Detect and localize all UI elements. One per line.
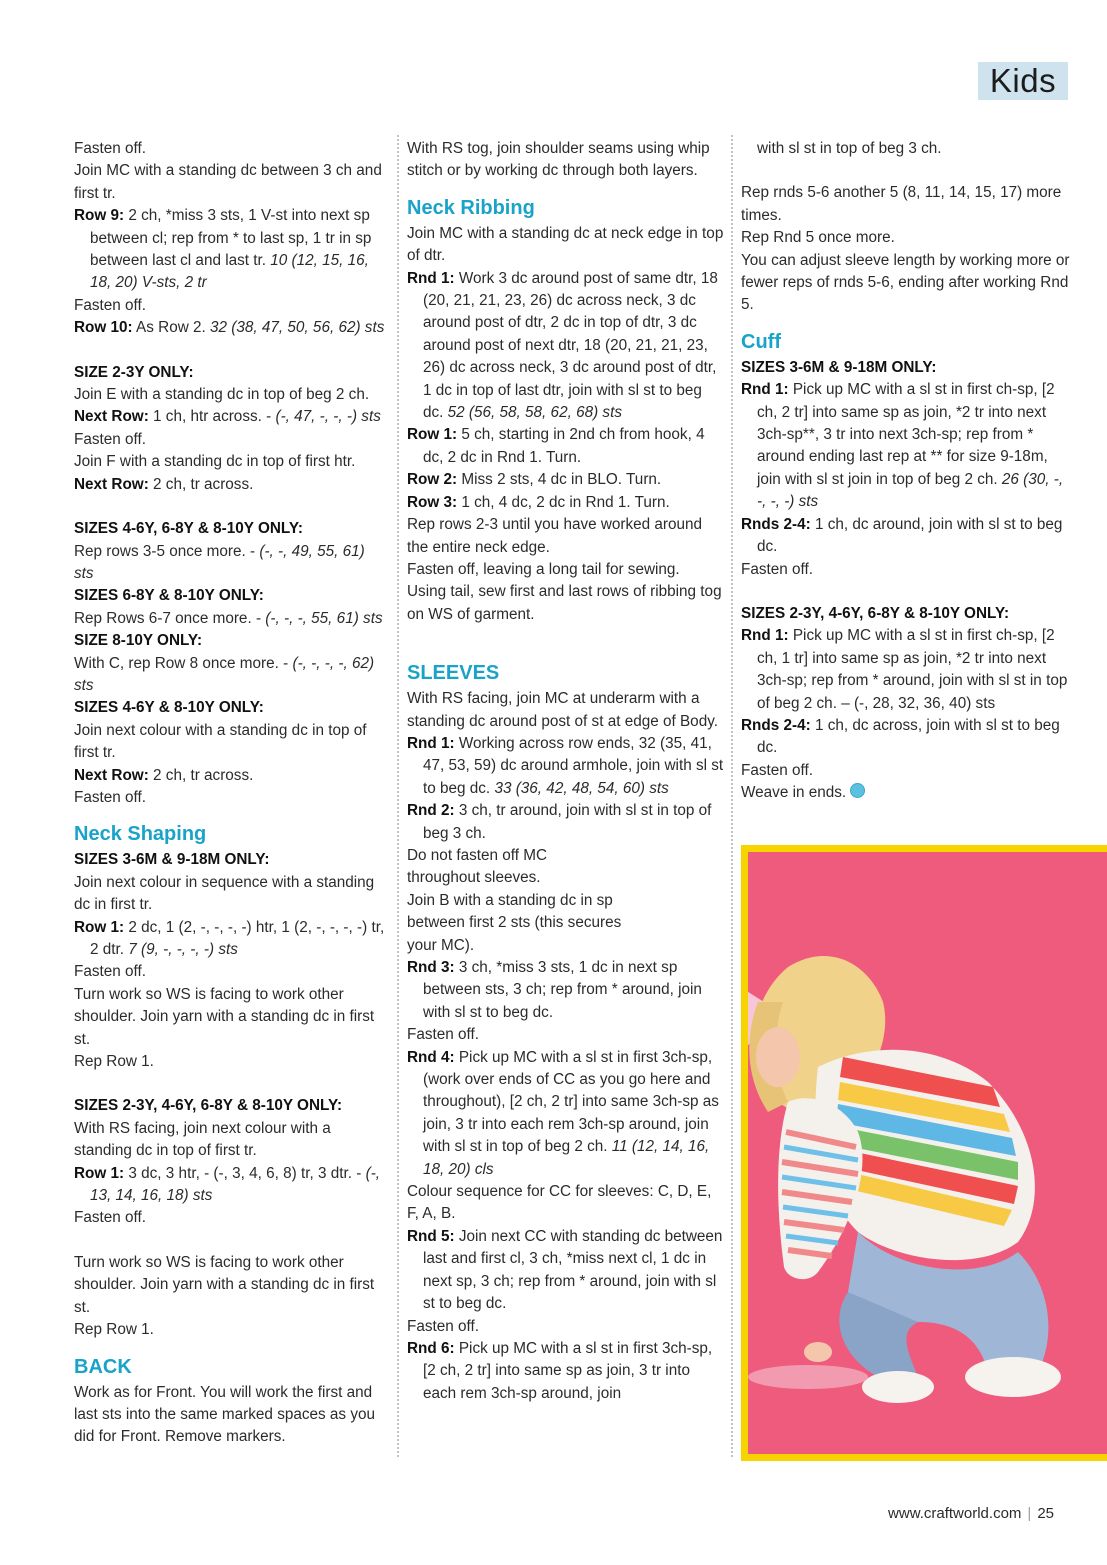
instruction-row-1: Row 1: 5 ch, starting in 2nd ch from hook, 4 dc, 2 dc in Rnd 1. Turn.	[407, 426, 705, 466]
text-line: With C, rep Row 8 once more. - (-, -, -, -, 62) sts	[74, 654, 375, 694]
column-3	[741, 138, 1071, 805]
size-heading: SIZES 3-6M & 9-18M ONLY:	[741, 358, 937, 376]
column-divider	[397, 135, 399, 1457]
text-line: Do not fasten off MC	[407, 846, 548, 864]
section-tag: Kids	[978, 62, 1068, 100]
text-line: Fasten off.	[74, 296, 146, 314]
text-line: Rep rows 2-3 until you have worked around the entire neck edge.	[407, 516, 703, 556]
text-line: throughout sleeves.	[407, 869, 541, 887]
column-divider	[731, 135, 733, 1457]
instruction-rnd-2: Rnd 2: 3 ch, tr around, join with sl st in top of beg 3 ch.	[407, 802, 712, 842]
size-heading: SIZES 3-6M & 9-18M ONLY:	[74, 851, 270, 869]
size-heading: SIZES 6-8Y & 8-10Y ONLY:	[74, 587, 264, 605]
website-url: www.craftworld.com	[888, 1505, 1022, 1522]
text-line: Weave in ends.	[741, 782, 1071, 804]
instruction-rnd-6: Rnd 6: Pick up MC with a sl st in first 3ch-sp, [2 ch, 2 tr] into same sp as join, 3 tr into each rem 3ch-sp around, join	[407, 1339, 713, 1402]
text-line: Rep Rows 6-7 once more. - (-, -, -, 55, 61) sts	[74, 609, 383, 627]
column-1	[74, 138, 386, 1449]
size-heading: SIZES 4-6Y & 8-10Y ONLY:	[74, 699, 264, 717]
yarn-ball-icon	[850, 783, 865, 798]
instruction-rnd-1: Rnd 1: Working across row ends, 32 (35, 41, 47, 53, 59) dc around armhole, join with sl st to beg dc. 33 (36, 42, 48, 54, 60) sts	[407, 734, 724, 797]
section-heading-back: BACK	[74, 1355, 132, 1378]
text-line: Join B with a standing dc in sp	[407, 891, 613, 909]
page-footer	[888, 1503, 1054, 1525]
text-line: Fasten off.	[74, 430, 146, 448]
section-heading-sleeves: SLEEVES	[407, 662, 500, 685]
section-heading-neck-shaping: Neck Shaping	[74, 823, 207, 846]
text-line: Join next colour with a standing dc in top of first tr.	[74, 721, 367, 762]
text-line: Rep Rnd 5 once more.	[741, 229, 895, 247]
size-heading: SIZES 4-6Y, 6-8Y & 8-10Y ONLY:	[74, 520, 303, 538]
instruction-row-10: Row 10: As Row 2. 32 (38, 47, 50, 56, 62) sts	[74, 319, 385, 337]
section-heading-neck-ribbing: Neck Ribbing	[407, 196, 535, 219]
text-line: Fasten off, leaving a long tail for sewing.	[407, 560, 680, 578]
text-line: Join F with a standing dc in top of first htr.	[74, 453, 356, 471]
text-line: Fasten off.	[407, 1317, 479, 1335]
text-line: With RS tog, join shoulder seams using whip stitch or by working dc through both layers.	[407, 140, 710, 180]
text-line: Join MC with a standing dc at neck edge in top of dtr.	[407, 224, 724, 265]
text-line: Fasten off.	[74, 963, 146, 981]
instruction-rnd-1: Rnd 1: Pick up MC with a sl st in first ch-sp, [2 ch, 2 tr] into same sp as join, *2 tr into next 3ch-sp**, 3 tr into next 3ch-sp; rep from * around ending last rep at ** for size 9-18m, join with sl st join in top of beg 2 ch. 26 (30, -, -, -, -) sts	[741, 381, 1064, 511]
text-line: Using tail, sew first and last rows of ribbing tog on WS of garment.	[407, 583, 722, 623]
instruction-rnds-2-4: Rnds 2-4: 1 ch, dc around, join with sl st to beg dc.	[741, 515, 1063, 556]
text-line: With RS facing, join MC at underarm with a standing dc around post of st at edge of Body.	[407, 690, 718, 730]
text-line: with sl st in top of beg 3 ch.	[757, 140, 942, 157]
size-heading: SIZE 8-10Y ONLY:	[74, 632, 203, 650]
child-illustration	[748, 852, 1107, 1454]
instruction-rnd-1: Rnd 1: Work 3 dc around post of same dtr, 18 (20, 21, 21, 23, 26) dc across neck, 3 dc around post of dtr, 2 dc in top of dtr, 3 dc around post of next dtr, 18 (20, 21, 21, 23, 26) dc across neck, 3 dc around post of dtr, 1 dc in top of last dtr, join with sl st to beg dc. 52 (56, 58, 58, 62, 68) sts	[407, 269, 718, 422]
instruction-rnd-3: Rnd 3: 3 ch, *miss 3 sts, 1 dc in next sp between sts, 3 ch; rep from * around, join with sl st to beg dc.	[407, 959, 702, 1021]
section-heading-cuff: Cuff	[741, 330, 781, 353]
instruction-next-row: Next Row: 1 ch, htr across. - (-, 47, -, -, -) sts	[74, 408, 381, 426]
footer-separator: |	[1027, 1505, 1032, 1522]
text-line: Fasten off.	[74, 140, 146, 157]
text-line: Rep rows 3-5 once more. - (-, -, 49, 55, 61) sts	[74, 542, 365, 582]
instruction-rnd-1: Rnd 1: Pick up MC with a sl st in first ch-sp, [2 ch, 1 tr] into same sp as join, *2 tr into next 3ch-sp; rep from * around, join with sl st in top of beg 2 ch. – (-, 28, 32, 36, 40) sts	[741, 627, 1068, 712]
size-heading: SIZES 2-3Y, 4-6Y, 6-8Y & 8-10Y ONLY:	[74, 1097, 343, 1115]
instruction-rnd-5: Rnd 5: Join next CC with standing dc between last and first cl, 3 ch, *miss next cl, 1 dc in next sp, 3 ch; rep from * around, join with sl st to beg dc.	[407, 1227, 723, 1313]
text-line: Rep rnds 5-6 another 5 (8, 11, 14, 15, 17) more times.	[741, 184, 1062, 224]
instruction-row-2: Row 2: Miss 2 sts, 4 dc in BLO. Turn.	[407, 471, 662, 489]
text-line: Turn work so WS is facing to work other shoulder. Join yarn with a standing dc in first st.	[74, 985, 375, 1048]
size-heading: SIZES 2-3Y, 4-6Y, 6-8Y & 8-10Y ONLY:	[741, 604, 1010, 622]
text-line: With RS facing, join next colour with a standing dc in top of first tr.	[74, 1119, 331, 1160]
text-line: Work as for Front. You will work the first and last sts into the same marked spaces as you did for Front. Remove markers.	[74, 1383, 375, 1446]
text-line: You can adjust sleeve length by working more or fewer reps of rnds 5-6, ending after working Rnd 5.	[741, 251, 1070, 314]
size-heading: SIZE 2-3Y ONLY:	[74, 363, 194, 381]
text-line: between first 2 sts (this secures	[407, 914, 622, 932]
column-2	[407, 138, 725, 1405]
text-line: Colour sequence for CC for sleeves: C, D, E, F, A, B.	[407, 1183, 712, 1223]
text-line: Fasten off.	[74, 1209, 146, 1227]
text-line: Join MC with a standing dc between 3 ch and first tr.	[74, 162, 382, 202]
instruction-row-3: Row 3: 1 ch, 4 dc, 2 dc in Rnd 1. Turn.	[407, 493, 670, 511]
text-line: Join next colour in sequence with a standing dc in first tr.	[74, 873, 375, 914]
text-line: Join E with a standing dc in top of beg 2 ch.	[74, 386, 370, 404]
text-line: Fasten off.	[741, 560, 813, 578]
text-line: your MC).	[407, 936, 475, 954]
text-line: Rep Row 1.	[74, 1321, 154, 1339]
text-line: Turn work so WS is facing to work other shoulder. Join yarn with a standing dc in first st.	[74, 1253, 375, 1316]
page-number: 25	[1037, 1505, 1054, 1522]
text-line: Fasten off.	[74, 788, 146, 806]
instruction-row-1: Row 1: 3 dc, 3 htr, - (-, 3, 4, 6, 8) tr, 3 dtr. - (-, 13, 14, 16, 18) sts	[74, 1164, 381, 1205]
instruction-row-1: Row 1: 2 dc, 1 (2, -, -, -, -) htr, 1 (2, -, -, -, -) tr, 2 dtr. 7 (9, -, -, -, -) sts	[74, 918, 385, 958]
text-line: Fasten off.	[741, 761, 813, 779]
instruction-row-9: Row 9: 2 ch, *miss 3 sts, 1 V-st into next sp between cl; rep from * to last sp, 1 tr in sp between last cl and last tr. 10 (12, 15, 16, 18, 20) V-sts, 2 tr	[74, 207, 372, 292]
instruction-rnd-4: Rnd 4: Pick up MC with a sl st in first 3ch-sp, (work over ends of CC as you go here and throughout), [2 ch, 2 tr] into same 3ch-sp as join, 3 tr into each rem 3ch-sp around, join with sl st in top of beg 2 ch. 11 (12, 14, 16, 18, 20) cls	[407, 1048, 719, 1178]
instruction-rnds-2-4: Rnds 2-4: 1 ch, dc across, join with sl st to beg dc.	[741, 716, 1060, 757]
child-photo	[741, 845, 1107, 1461]
instruction-next-row: Next Row: 2 ch, tr across.	[74, 766, 254, 784]
instruction-next-row: Next Row: 2 ch, tr across.	[74, 475, 254, 493]
text-line: Fasten off.	[407, 1026, 479, 1044]
text-line: Rep Row 1.	[74, 1053, 154, 1071]
